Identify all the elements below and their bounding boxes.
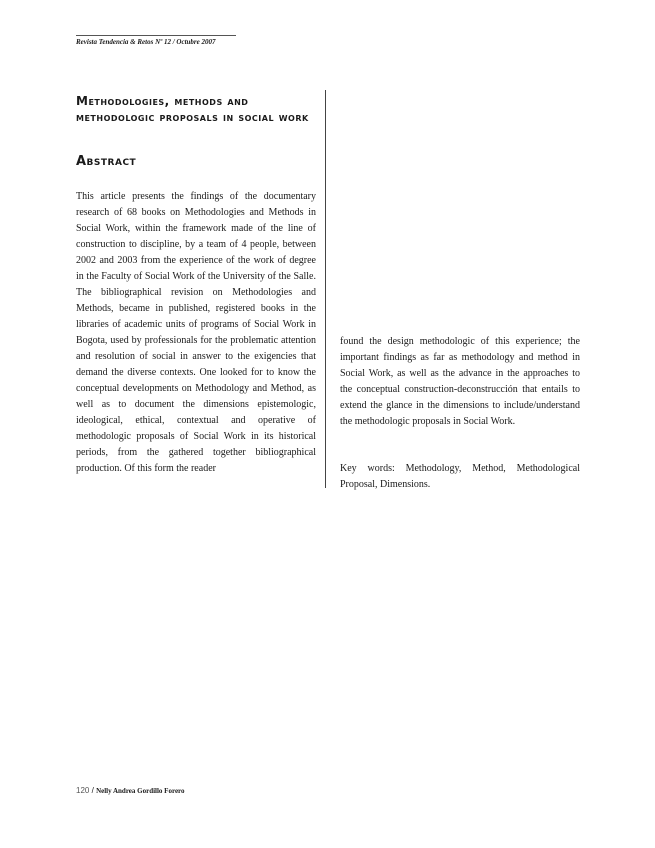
- footer-author: Nelly Andrea Gordillo Forero: [96, 787, 185, 795]
- article-title: Methodologies, methods and methodologic proposals in social work: [76, 94, 309, 124]
- abstract-heading: Abstract: [76, 154, 137, 169]
- abstract-text-column-2: found the design methodologic of this experience; the important findings as far as methodology and method in Social Work, as well as the advance in the approaches to the conceptual construction-deconstrucción that entails to extend the glance in the dimensions to include/understand the methodologic proposals in Social Work.: [340, 336, 580, 427]
- footer-separator: /: [91, 786, 94, 795]
- keywords: Key words: Methodology, Method, Methodological Proposal, Dimensions.: [340, 463, 580, 490]
- abstract-text-column-1: This article presents the findings of the documentary research of 68 books on Methodologies and Methods in Social Work, within the framework made of the line of construction to discipline, by a team of 4 people, between 2002 and 2003 from the experience of the work of degree in the Faculty of Social Work of the University of the Salle. The bibliographical revision on Methodologies and Methods, became in published, registered books in the libraries of academic units of programs of Social Work in Bogota, used by professionals for the problematic attention and resolution of social in answer to the exigencies that demand the diverse contexts. One looked for to know the conceptual developments on Methodology and Method, as well as to document the dimensions epistemologic, ideological, ethical, contextual and operative of methodologic proposals of Social Work in its historical periods, from the gathered together bibliographical production. Of this form the reader: [76, 191, 316, 474]
- page-number: 120: [76, 786, 90, 795]
- header-rule: [76, 35, 236, 36]
- running-header: Revista Tendencia & Retos Nº 12 / Octubre 2007: [76, 38, 216, 46]
- page-footer: [76, 786, 185, 795]
- column-divider: [325, 90, 326, 488]
